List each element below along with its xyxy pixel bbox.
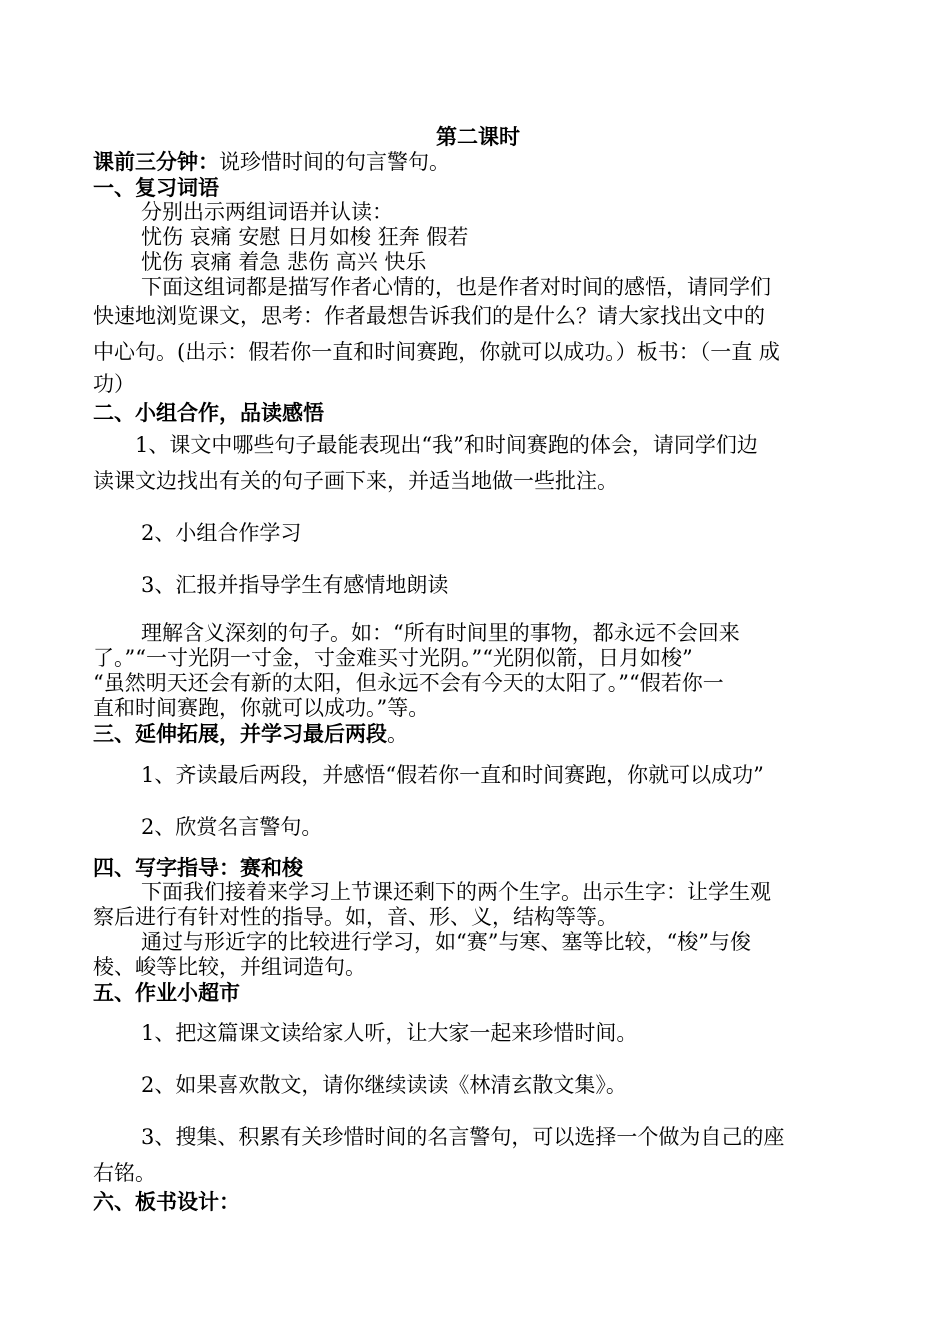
section1-line: 中心句。(出示：假若你一直和时间赛跑，你就可以成功。）板书：（一直 成 xyxy=(93,340,780,364)
document-page xyxy=(93,124,863,1214)
section2-heading: 二、小组合作，品读感悟 xyxy=(93,400,324,425)
section2-para-line: 理解含义深刻的句子。如：“所有时间里的事物，都永远不会回来 xyxy=(141,621,740,645)
section1-line: 功） xyxy=(93,372,135,396)
section3-heading-line xyxy=(93,721,863,747)
section4-para2-line: 棱、峻等比较，并组词造句。 xyxy=(93,955,366,979)
section5-item3-line: 右铭。 xyxy=(93,1161,156,1185)
section2-item1-line: 读课文边找出有关的句子画下来，并适当地做一些批注。 xyxy=(93,469,618,493)
section5-item3-line: 3、搜集、积累有关珍惜时间的名言警句，可以选择一个做为自己的座 xyxy=(141,1125,785,1149)
section1-heading: 一、复习词语 xyxy=(93,175,219,200)
section3-item2: 2、欣赏名言警句。 xyxy=(141,815,323,839)
section1-line: 忧伤 哀痛 安慰 日月如梭 狂奔 假若 xyxy=(141,225,469,249)
section4-heading: 四、写字指导：赛和梭 xyxy=(93,855,303,880)
section1-line: 分别出示两组词语并认读： xyxy=(141,200,393,224)
section5-item1: 1、把这篇课文读给家人听，让大家一起来珍惜时间。 xyxy=(141,1021,638,1045)
section3-item1: 1、齐读最后两段，并感悟“假若你一直和时间赛跑，你就可以成功” xyxy=(141,763,764,787)
section6-heading: 六、板书设计： xyxy=(93,1189,240,1214)
section3-heading-tail: 。 xyxy=(387,722,408,746)
section4-para1-line: 下面我们接着来学习上节课还剩下的两个生字。出示生字：让学生观 xyxy=(141,880,771,904)
pre-class-text: 说珍惜时间的句言警句。 xyxy=(219,150,450,174)
section2-item2: 2、小组合作学习 xyxy=(141,521,302,545)
section1-line: 忧伤 哀痛 着急 悲伤 高兴 快乐 xyxy=(141,250,427,274)
pre-class-label: 课前三分钟： xyxy=(93,149,219,174)
section2-para-line: 直和时间赛跑，你就可以成功。”等。 xyxy=(93,696,430,720)
section1-line: 快速地浏览课文，思考：作者最想告诉我们的是什么？请大家找出文中的 xyxy=(93,304,765,328)
section2-para-line: 了。”“一寸光阴一寸金，寸金难买寸光阴。”“光阴似箭，日月如梭” xyxy=(93,646,693,670)
section5-item2: 2、如果喜欢散文，请你继续读读《林清玄散文集》。 xyxy=(141,1073,627,1097)
section2-para-line: “虽然明天还会有新的太阳，但永远不会有今天的太阳了。”“假若你一 xyxy=(93,671,724,695)
section5-heading: 五、作业小超市 xyxy=(93,980,240,1005)
section2-item1-line: 1、课文中哪些句子最能表现出“我”和时间赛跑的体会，请同学们边 xyxy=(135,433,758,457)
section2-item3: 3、汇报并指导学生有感情地朗读 xyxy=(141,573,449,597)
section4-para1-line: 察后进行有针对性的指导。如，音、形、义，结构等等。 xyxy=(93,905,618,929)
lesson-title: 第二课时 xyxy=(436,124,520,149)
section4-para2-line: 通过与形近字的比较进行学习，如“赛”与寒、塞等比较，“梭”与俊 xyxy=(141,930,751,954)
section1-line: 下面这组词都是描写作者心情的，也是作者对时间的感悟，请同学们 xyxy=(141,275,771,299)
pre-class-line xyxy=(93,149,863,175)
section3-heading: 三、延伸拓展，并学习最后两段 xyxy=(93,721,387,746)
